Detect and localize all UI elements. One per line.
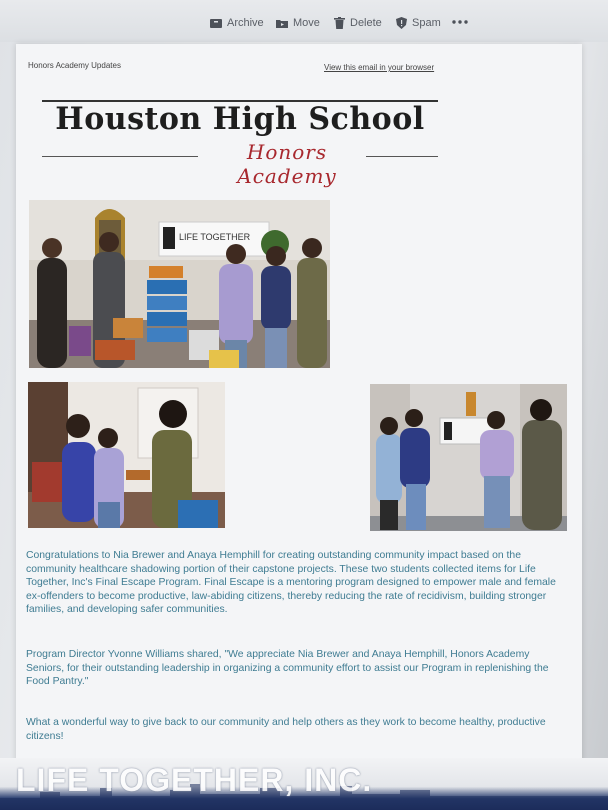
more-horizontal-icon <box>452 14 468 28</box>
more-button[interactable] <box>452 12 473 30</box>
trash-icon <box>334 17 345 29</box>
spam-button[interactable] <box>396 14 441 32</box>
archive-icon <box>210 18 222 29</box>
email-body <box>16 44 582 810</box>
shield-icon <box>396 17 407 29</box>
view-in-browser-link[interactable]: View this email in your browser <box>324 63 435 72</box>
archive-button[interactable] <box>210 14 264 32</box>
life-together-sign-text: LIFE TOGETHER <box>179 232 251 242</box>
program-name-script: Honors Academy <box>237 140 337 188</box>
header-divider-right <box>366 156 438 157</box>
handoff-photo <box>28 382 225 528</box>
preheader-text: Honors Academy Updates <box>28 61 121 70</box>
header-divider-left <box>42 156 198 157</box>
group-donation-photo <box>29 200 330 368</box>
move-label: Move <box>293 17 320 29</box>
paragraph-director-quote: Program Director Yvonne Williams shared, "We appreciate Nia Brewer and Anaya Hemphill, Honors Academy Seniors, for their outstanding leadership in organizing a community effort to assist our Program in replenishing the Food Pantry." <box>26 649 549 688</box>
move-button[interactable] <box>276 14 320 32</box>
four-women-photo <box>370 384 567 531</box>
paragraph-congratulations: Congratulations to Nia Brewer and Anaya Hemphill for creating outstanding community impact based on the community healthcare shadowing portion of their capstone projects. These two students collected items for Life Together, Inc's Final Escape Program. Final Escape is a mentoring program designed to empower male and female ex-offenders to become productive, law-abiding citizens, thereby reducing the rate of recidivism, building stronger families, and developing safer communities. <box>26 550 556 616</box>
footer-organization-name: LIFE TOGETHER, INC. <box>16 762 373 798</box>
delete-button[interactable] <box>334 14 382 32</box>
delete-label: Delete <box>350 17 382 29</box>
archive-label: Archive <box>227 17 264 29</box>
folder-move-icon <box>276 18 288 29</box>
school-name-title: Houston High School <box>55 101 425 137</box>
email-toolbar <box>0 0 608 42</box>
paragraph-closing: What a wonderful way to give back to our community and help others as they work to become healthy, productive citizens! <box>26 717 546 742</box>
spam-label: Spam <box>412 17 441 29</box>
